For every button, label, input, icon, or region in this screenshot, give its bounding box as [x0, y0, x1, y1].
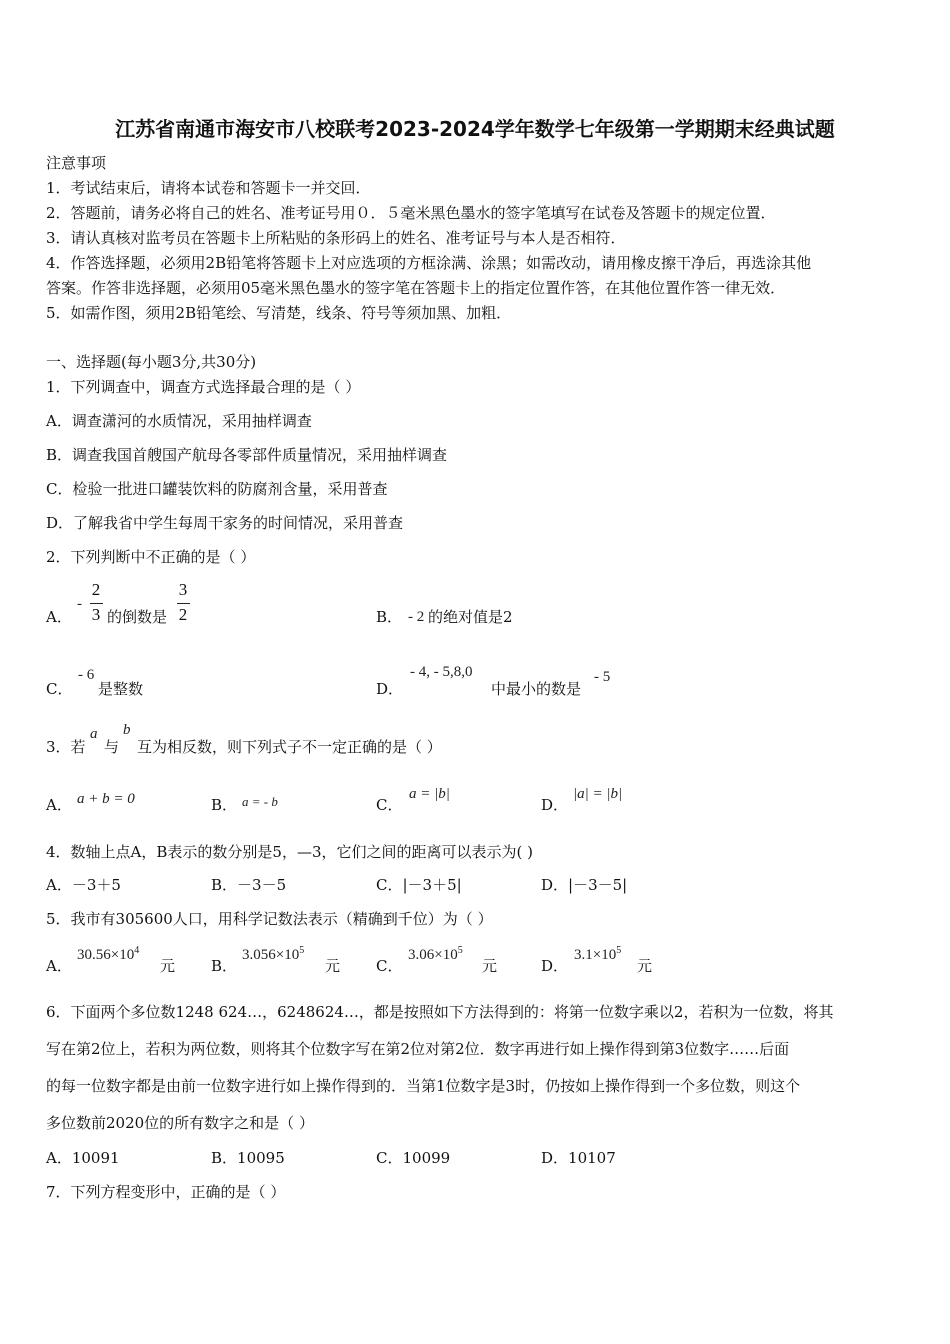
unit-yuan: 元 [482, 957, 498, 975]
fraction-numerator: 2 [91, 580, 101, 599]
math-expression: |a| = |b| [573, 786, 623, 802]
question-6-option-d: D．10107 [541, 1149, 616, 1167]
question-2-option-a-text: 的倒数是 [107, 608, 168, 626]
question-1-option-c: C．检验一批进口罐装饮料的防腐剂含量，采用普查 [46, 480, 388, 498]
math-expression: - 6 [78, 667, 95, 683]
question-4-option-b: B．－3－5 [211, 876, 287, 894]
question-1-stem: 1．下列调查中，调查方式选择最合理的是（ ） [46, 378, 361, 396]
sci-notation: $3.1\times 10^5$ [574, 945, 622, 963]
question-2-option-d-text: 中最小的数是 [491, 680, 582, 698]
question-4-option-c: C．|－3＋5| [376, 876, 462, 894]
question-7-stem: 7．下列方程变形中，正确的是（ ） [46, 1183, 286, 1201]
question-2-option-c-text: 是整数 [98, 680, 144, 698]
question-6-line: 写在第2位上，若积为两位数，则将其个位数字写在第2位对第2位．数字再进行如上操作得到第3位数字……后面 [46, 1040, 790, 1058]
question-5-option-c-label: C． [376, 957, 403, 975]
fraction-bar [177, 603, 190, 604]
unit-yuan: 元 [160, 957, 176, 975]
question-3-option-a-label: A． [46, 796, 72, 814]
sci-notation: $30.56\times 10^4$ [77, 945, 140, 963]
question-4-option-d: D．|－3－5| [541, 876, 628, 894]
question-2-stem: 2．下列判断中不正确的是（ ） [46, 548, 256, 566]
fraction-bar [90, 603, 103, 604]
question-2-option-b-label: B． [376, 608, 403, 626]
notice-item: 2．答题前，请务必将自己的姓名、准考证号用０．５毫米黑色墨水的签字笔填写在试卷及答题卡的规定位置． [46, 204, 776, 222]
question-2-option-c-label: C． [46, 680, 73, 698]
fraction-denominator: 3 [91, 605, 101, 624]
notice-item: 1．考试结束后，请将本试卷和答题卡一并交回． [46, 179, 371, 197]
math-expression: a + b = 0 [77, 791, 135, 807]
notice-heading: 注意事项 [46, 154, 107, 172]
math-expression: - 2 [408, 609, 425, 625]
question-3-option-b-label: B． [211, 796, 238, 814]
question-6-option-b: B．10095 [211, 1149, 285, 1167]
notice-item: 3．请认真核对监考员在答题卡上所粘贴的条形码上的姓名、准考证号与本人是否相符． [46, 229, 626, 247]
section-heading: 一、选择题(每小题3分,共30分) [46, 353, 257, 371]
question-2-option-b-text: 的绝对值是2 [428, 608, 513, 626]
question-3-stem-mid: 与 [104, 738, 120, 756]
question-4-stem: 4．数轴上点A，B表示的数分别是5，—3，它们之间的距离可以表示为( ) [46, 843, 533, 861]
variable-a: a [90, 726, 98, 742]
question-2-option-a-label: A． [46, 608, 72, 626]
math-expression: a = - b [242, 794, 278, 809]
question-4-option-a: A．－3＋5 [46, 876, 121, 894]
sci-notation: $3.056\times 10^5$ [242, 945, 305, 963]
variable-b: b [123, 722, 131, 738]
question-5-option-d-label: D． [541, 957, 569, 975]
question-3-stem-pre: 3．若 [46, 738, 86, 756]
question-5-stem: 5．我市有305600人口，用科学记数法表示（精确到千位）为（ ） [46, 910, 493, 928]
question-2-option-d-label: D． [376, 680, 404, 698]
page-title: 江苏省南通市海安市八校联考2023-2024学年数学七年级第一学期期末经典试题 [115, 117, 835, 141]
minus-sign: - [77, 596, 82, 612]
notice-item: 答案。作答非选择题，必须用05毫米黑色墨水的签字笔在答题卡上的指定位置作答，在其他位置作答一律无效． [46, 279, 786, 297]
question-1-option-d: D．了解我省中学生每周干家务的时间情况，采用普查 [46, 514, 404, 532]
notice-item: 4．作答选择题，必须用2B铅笔将答题卡上对应选项的方框涂满、涂黑；如需改动，请用橡皮擦干净后，再选涂其他 [46, 254, 812, 272]
fraction-denominator: 2 [178, 605, 188, 624]
question-5-option-a-label: A． [46, 957, 72, 975]
question-5-option-b-label: B． [211, 957, 238, 975]
question-1-option-b: B．调查我国首艘国产航母各零部件质量情况，采用抽样调查 [46, 446, 448, 464]
question-6-line: 的每一位数字都是由前一位数字进行如上操作得到的．当第1位数字是3时，仍按如上操作得到一个多位数，则这个 [46, 1077, 801, 1095]
math-expression: - 4, - 5,8,0 [410, 664, 473, 680]
question-3-stem-post: 互为相反数，则下列式子不一定正确的是（ ） [137, 738, 442, 756]
unit-yuan: 元 [637, 957, 653, 975]
question-6-line: 6．下面两个多位数1248 624…，6248624…，都是按照如下方法得到的：将第一位数字乘以2，若积为一位数，将其 [46, 1003, 834, 1021]
question-6-option-a: A．10091 [46, 1149, 120, 1167]
notice-item: 5．如需作图，须用2B铅笔绘、写清楚，线条、符号等须加黑、加粗． [46, 304, 512, 322]
math-expression: - 5 [594, 669, 611, 685]
question-6-line: 多位数前2020位的所有数字之和是（ ） [46, 1114, 314, 1132]
question-1-option-a: A．调查潇河的水质情况，采用抽样调查 [46, 412, 312, 430]
unit-yuan: 元 [325, 957, 341, 975]
question-3-option-d-label: D． [541, 796, 569, 814]
question-6-option-c: C．10099 [376, 1149, 451, 1167]
sci-notation: $3.06\times 10^5$ [408, 945, 463, 963]
fraction-numerator: 3 [178, 580, 188, 599]
math-expression: a = |b| [409, 786, 450, 802]
question-3-option-c-label: C． [376, 796, 403, 814]
